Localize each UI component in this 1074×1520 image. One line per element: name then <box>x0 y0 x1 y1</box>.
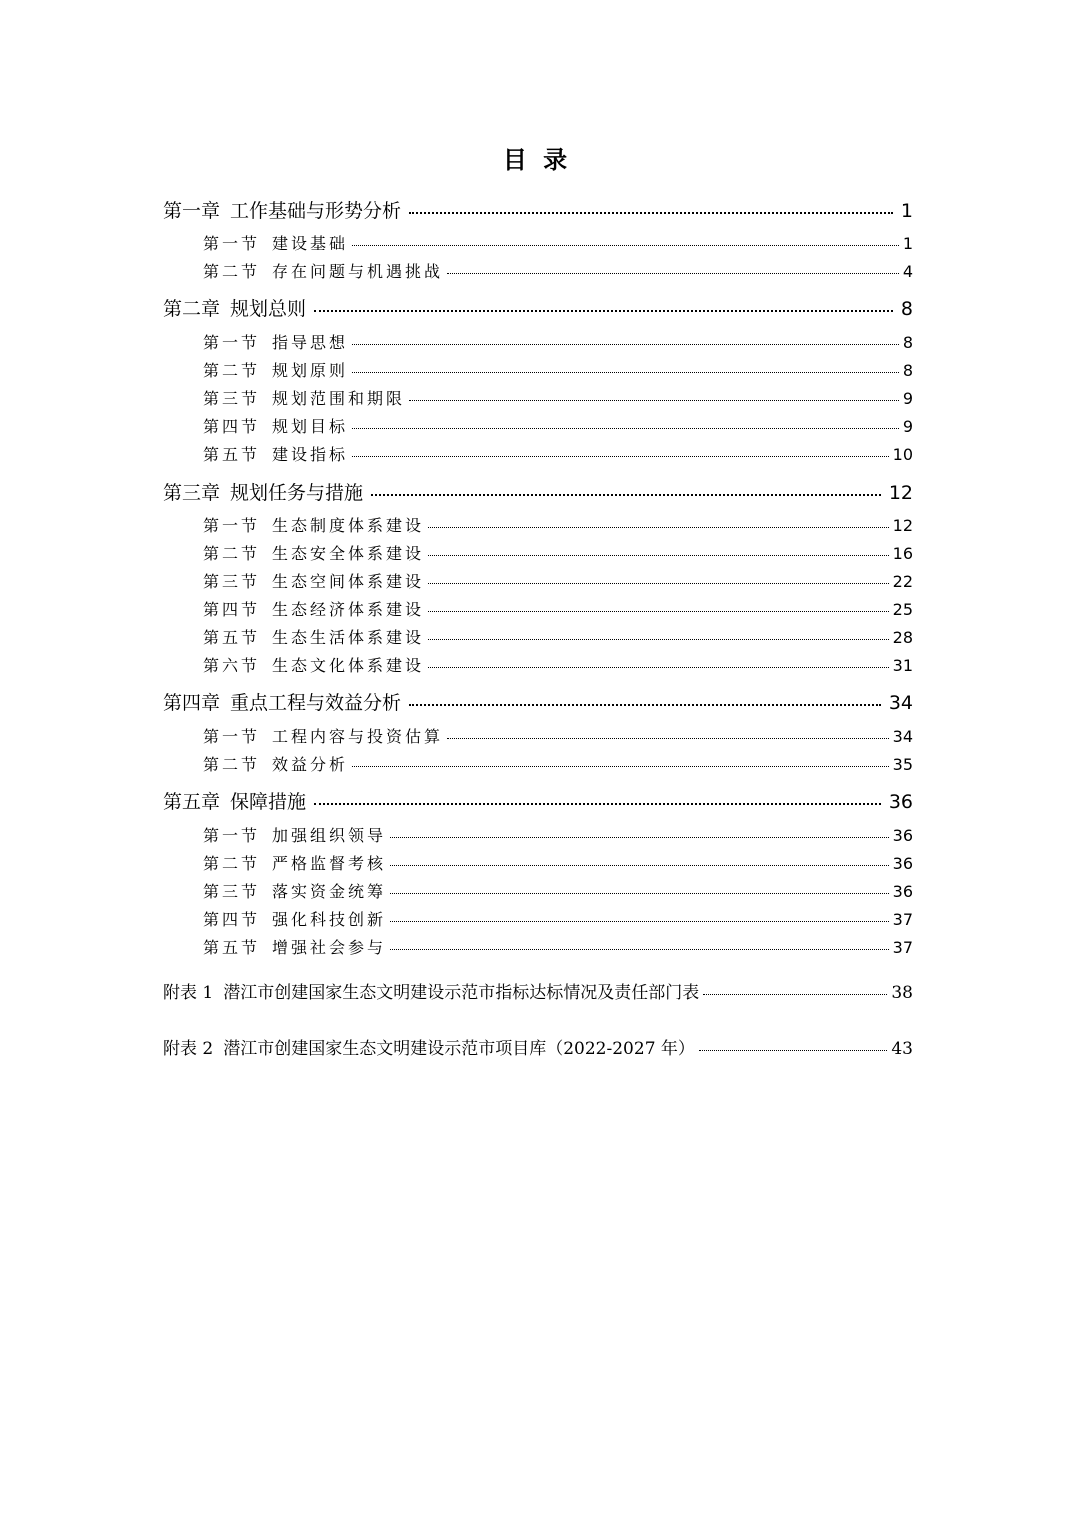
toc-section-entry-title: 生态文化体系建设 <box>272 656 425 675</box>
toc-section-entry-label <box>203 358 348 381</box>
toc-section-entry-page-number: 37 <box>892 910 913 929</box>
toc-chapter-entry-number: 第四章 <box>163 692 221 714</box>
toc-section-entry[interactable] <box>163 330 913 353</box>
toc-section-entry-label <box>203 823 386 846</box>
toc-chapter-entry[interactable] <box>163 688 913 715</box>
toc-section-entry-number: 第一节 <box>203 333 261 352</box>
toc-section-entry[interactable] <box>163 231 913 254</box>
dot-leader <box>390 920 889 922</box>
toc-section-entry-title: 生态生活体系建设 <box>272 628 425 647</box>
toc-section-entry[interactable] <box>163 442 913 465</box>
toc-section-entry-page-number: 36 <box>892 854 913 873</box>
toc-section-entry-number: 第五节 <box>203 445 261 464</box>
dot-leader <box>352 455 889 457</box>
toc-section-entry-label <box>203 513 424 536</box>
toc-section-entry-title: 规划原则 <box>272 361 349 380</box>
toc-chapter-entry[interactable] <box>163 294 913 321</box>
toc-section-entry-number: 第四节 <box>203 910 261 929</box>
toc-section-entry-page-number: 34 <box>892 727 913 746</box>
toc-section-entry-page-number: 36 <box>892 882 913 901</box>
dot-leader <box>409 211 893 214</box>
dot-leader <box>428 638 889 640</box>
dot-leader <box>447 272 899 274</box>
toc-section-entry-page-number: 9 <box>902 417 913 436</box>
toc-section-entry-title: 指导思想 <box>272 333 349 352</box>
toc-section-entry-title: 建设指标 <box>272 445 349 464</box>
toc-section-entry-label <box>203 879 386 902</box>
toc-chapter-entry-page-number: 36 <box>888 791 913 813</box>
toc-section-entry-number: 第二节 <box>203 544 261 563</box>
dot-leader <box>447 737 889 739</box>
dot-leader <box>352 427 899 429</box>
toc-section-entry-number: 第四节 <box>203 600 261 619</box>
toc-section-entry-title: 生态安全体系建设 <box>272 544 425 563</box>
toc-section-entry-label <box>203 569 424 592</box>
toc-section-entry-title: 加强组织领导 <box>272 826 387 845</box>
toc-chapter-entry-label <box>163 294 306 321</box>
toc-chapter-entry-title: 规划总则 <box>230 298 307 320</box>
toc-section-entry-number: 第五节 <box>203 938 261 957</box>
dot-leader <box>428 526 889 528</box>
toc-section-entry-title: 建设基础 <box>272 234 349 253</box>
toc-chapter-entry-number: 第五章 <box>163 791 221 813</box>
toc-section-entry-title: 生态经济体系建设 <box>272 600 425 619</box>
toc-section-entry[interactable] <box>163 907 913 930</box>
toc-section-entry-title: 工程内容与投资估算 <box>272 727 444 746</box>
toc-annex-entry[interactable] <box>163 978 913 1003</box>
toc-section-entry-title: 存在问题与机遇挑战 <box>272 262 444 281</box>
toc-annex-entry-title: 潜江市创建国家生态文明建设示范市项目库（2022-2027 年） <box>223 1039 695 1059</box>
toc-chapter-entry-number: 第一章 <box>163 200 221 222</box>
toc-section-entry-number: 第三节 <box>203 389 261 408</box>
dot-leader <box>390 892 889 894</box>
toc-section-entry[interactable] <box>163 541 913 564</box>
toc-section-entry-label <box>203 907 386 930</box>
toc-section-entry-page-number: 12 <box>892 516 913 535</box>
toc-section-entry-page-number: 4 <box>902 262 913 281</box>
toc-section-entry-page-number: 10 <box>892 445 913 464</box>
toc-chapter-entry-label <box>163 196 401 223</box>
toc-section-entry-label <box>203 653 424 676</box>
toc-section-entry-label <box>203 231 348 254</box>
dot-leader <box>409 703 881 706</box>
toc-chapter-entry-page-number: 12 <box>888 482 913 504</box>
dot-leader <box>371 493 881 496</box>
toc-section-entry-label <box>203 259 443 282</box>
dot-leader <box>428 610 889 612</box>
toc-section-entry-number: 第二节 <box>203 262 261 281</box>
dot-leader <box>428 666 889 668</box>
toc-section-entry-label <box>203 752 348 775</box>
toc-chapter-entry-label <box>163 688 401 715</box>
dot-leader <box>409 399 899 401</box>
dot-leader <box>428 554 889 556</box>
toc-annex-entry-title: 潜江市创建国家生态文明建设示范市指标达标情况及责任部门表 <box>223 983 700 1003</box>
toc-section-entry-title: 强化科技创新 <box>272 910 387 929</box>
toc-section-entry-title: 效益分析 <box>272 755 349 774</box>
toc-annex-entry-label <box>163 978 699 1003</box>
toc-chapter-entry-title: 工作基础与形势分析 <box>230 200 402 222</box>
toc-section-entry-page-number: 9 <box>902 389 913 408</box>
toc-chapter-entry[interactable] <box>163 478 913 505</box>
toc-section-entry-number: 第一节 <box>203 516 261 535</box>
toc-section-entry-label <box>203 597 424 620</box>
toc-section-entry[interactable] <box>163 752 913 775</box>
toc-chapter-entry-number: 第三章 <box>163 482 221 504</box>
toc-section-entry-title: 规划范围和期限 <box>272 389 406 408</box>
dot-leader <box>314 309 893 312</box>
toc-section-entry[interactable] <box>163 597 913 620</box>
toc-chapter-entry-label <box>163 478 363 505</box>
toc-section-entry[interactable] <box>163 879 913 902</box>
toc-section-entry[interactable] <box>163 724 913 747</box>
toc-section-entry[interactable] <box>163 386 913 409</box>
dot-leader <box>352 765 889 767</box>
toc-section-entry-number: 第二节 <box>203 755 261 774</box>
toc-section-entry[interactable] <box>163 625 913 648</box>
toc-section-entry-page-number: 8 <box>902 333 913 352</box>
toc-section-entry[interactable] <box>163 414 913 437</box>
toc-section-entry-title: 规划目标 <box>272 417 349 436</box>
toc-section-entry-page-number: 1 <box>902 234 913 253</box>
toc-chapter-entry-title: 保障措施 <box>230 791 307 813</box>
toc-section-entry[interactable] <box>163 259 913 282</box>
toc-section-entry-title: 落实资金统筹 <box>272 882 387 901</box>
toc-chapter-entry[interactable] <box>163 196 913 223</box>
dot-leader <box>703 993 887 995</box>
toc-section-entry-number: 第三节 <box>203 882 261 901</box>
toc-section-entry-page-number: 31 <box>892 656 913 675</box>
toc-annex-entry-page-number: 38 <box>891 983 913 1003</box>
toc-section-entry-label <box>203 625 424 648</box>
toc-chapter-entry-number: 第二章 <box>163 298 221 320</box>
toc-chapter-entry-page-number: 8 <box>900 298 913 320</box>
dot-leader <box>352 371 899 373</box>
toc-annex-entry[interactable] <box>163 1034 913 1059</box>
page-title: 目 录 <box>502 145 572 174</box>
toc-section-entry-label <box>203 724 443 747</box>
toc-section-entry-title: 生态制度体系建设 <box>272 516 425 535</box>
dot-leader <box>428 582 889 584</box>
toc-section-entry[interactable] <box>163 513 913 536</box>
toc-section-entry-page-number: 22 <box>892 572 913 591</box>
toc-annex-entry-label <box>163 1034 695 1059</box>
toc-section-entry-page-number: 8 <box>902 361 913 380</box>
toc-section-entry-label <box>203 414 348 437</box>
toc-section-entry-page-number: 25 <box>892 600 913 619</box>
toc-section-entry-label <box>203 442 348 465</box>
toc-chapter-entry-title: 重点工程与效益分析 <box>230 692 402 714</box>
toc-section-entry-page-number: 36 <box>892 826 913 845</box>
toc-section-entry-number: 第二节 <box>203 854 261 873</box>
toc-section-entry-label <box>203 330 348 353</box>
toc-section-entry-number: 第二节 <box>203 361 261 380</box>
toc-section-entry-number: 第六节 <box>203 656 261 675</box>
toc-section-entry-page-number: 28 <box>892 628 913 647</box>
dot-leader <box>390 864 889 866</box>
toc-chapter-entry-page-number: 34 <box>888 692 913 714</box>
dot-leader <box>314 802 881 805</box>
toc-chapter-entry-title: 规划任务与措施 <box>230 482 364 504</box>
toc-section-entry[interactable] <box>163 358 913 381</box>
toc-chapter-entry-label <box>163 787 306 814</box>
toc-chapter-entry-page-number: 1 <box>900 200 913 222</box>
dot-leader <box>352 244 899 246</box>
toc-section-entry[interactable] <box>163 653 913 676</box>
toc-section-entry[interactable] <box>163 823 913 846</box>
dot-leader <box>390 948 889 950</box>
toc-section-entry-number: 第三节 <box>203 572 261 591</box>
toc-section-entry-page-number: 16 <box>892 544 913 563</box>
toc-section-entry-number: 第一节 <box>203 826 261 845</box>
toc-section-entry[interactable] <box>163 851 913 874</box>
toc-section-entry-number: 第四节 <box>203 417 261 436</box>
toc-section-entry-title: 增强社会参与 <box>272 938 387 957</box>
toc-section-entry-label <box>203 541 424 564</box>
toc-annex-entry-number: 附表 1 <box>163 983 214 1003</box>
toc-section-entry-number: 第一节 <box>203 234 261 253</box>
toc-annex-entry-page-number: 43 <box>891 1039 913 1059</box>
toc-section-entry-page-number: 35 <box>892 755 913 774</box>
toc-section-entry-number: 第五节 <box>203 628 261 647</box>
dot-leader <box>699 1049 887 1051</box>
dot-leader <box>390 836 889 838</box>
toc-section-entry-title: 严格监督考核 <box>272 854 387 873</box>
toc-section-entry[interactable] <box>163 935 913 958</box>
toc-chapter-entry[interactable] <box>163 787 913 814</box>
toc-section-entry-label <box>203 386 405 409</box>
dot-leader <box>352 343 899 345</box>
toc-section-entry-title: 生态空间体系建设 <box>272 572 425 591</box>
toc-section-entry-number: 第一节 <box>203 727 261 746</box>
toc-section-entry-page-number: 37 <box>892 938 913 957</box>
toc-section-entry-label <box>203 935 386 958</box>
toc-section-entry[interactable] <box>163 569 913 592</box>
toc-annex-entry-number: 附表 2 <box>163 1039 214 1059</box>
toc-section-entry-label <box>203 851 386 874</box>
